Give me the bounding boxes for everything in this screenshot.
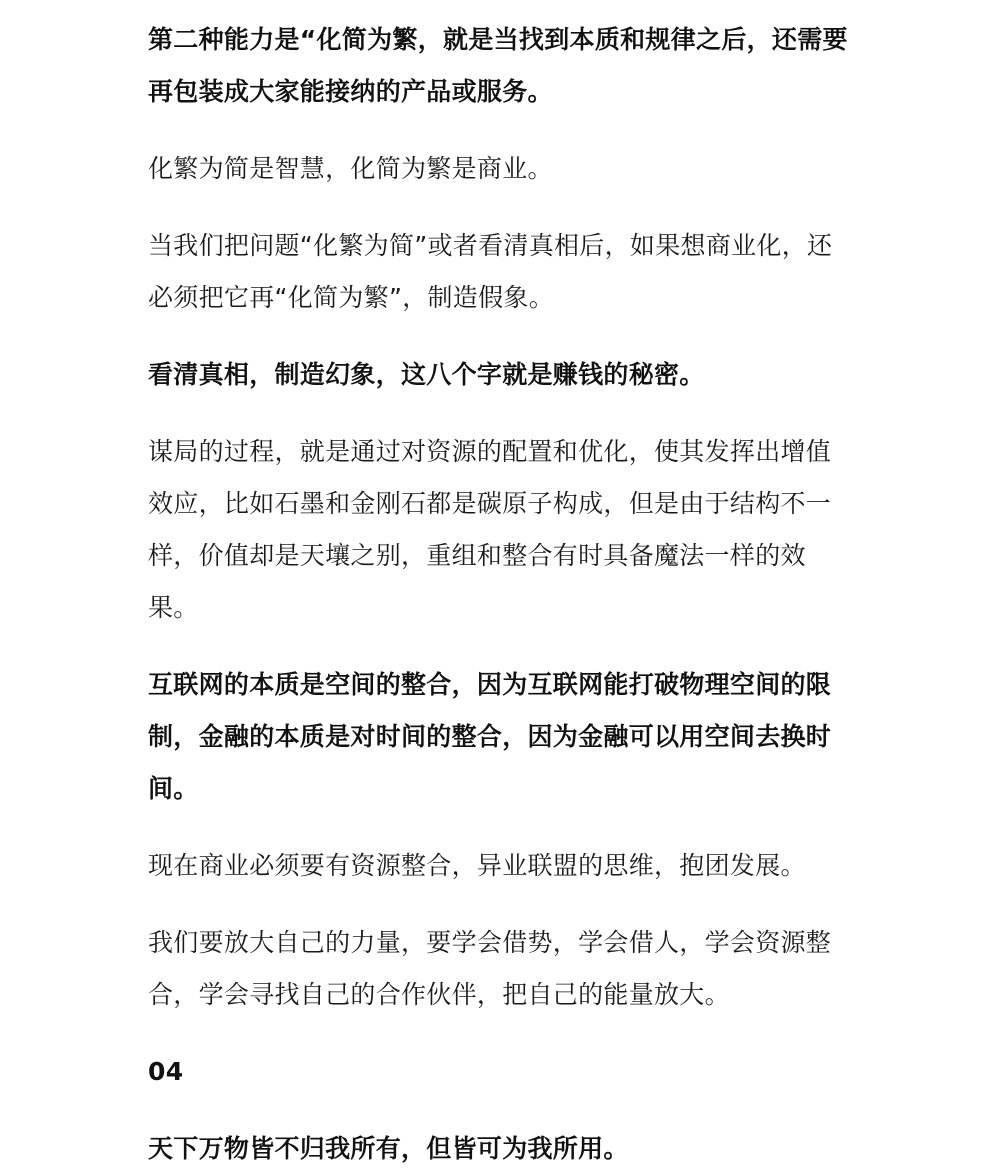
paragraph: 化繁为简是智慧，化简为繁是商业。: [148, 154, 553, 183]
paragraph-bold: 看清真相，制造幻象，这八个字就是赚钱的秘密。: [148, 360, 705, 389]
paragraph: 现在商业必须要有资源整合，异业联盟的思维，抱团发展。: [148, 851, 806, 880]
paragraph-bold: 互联网的本质是空间的整合，因为互联网能打破物理空间的限制，金融的本质是对时间的整合，因为金融可以用空间去换时间。: [148, 670, 832, 803]
paragraph: 当我们把问题“化繁为简”或者看清真相后，如果想商业化，还必须把它再“化简为繁”，制造假象。: [148, 231, 833, 312]
paragraph: 谋局的过程，就是通过对资源的配置和优化，使其发挥出增值效应，比如石墨和金刚石都是碳原子构成，但是由于结构不一样，价值却是天壤之别，重组和整合有时具备魔法一样的效果。: [148, 437, 832, 622]
paragraph: 我们要放大自己的力量，要学会借势，学会借人，学会资源整合，学会寻找自己的合作伙伴，把自己的能量放大。: [148, 928, 832, 1009]
paragraph-bold: 天下万物皆不归我所有，但皆可为我所用。: [148, 1134, 629, 1163]
section-number: 04: [148, 1057, 184, 1086]
paragraph-bold: 第二种能力是“化简为繁，就是当找到本质和规律之后，还需要再包装成大家能接纳的产品或服务。: [148, 25, 848, 106]
article-body: [148, 14, 848, 1175]
